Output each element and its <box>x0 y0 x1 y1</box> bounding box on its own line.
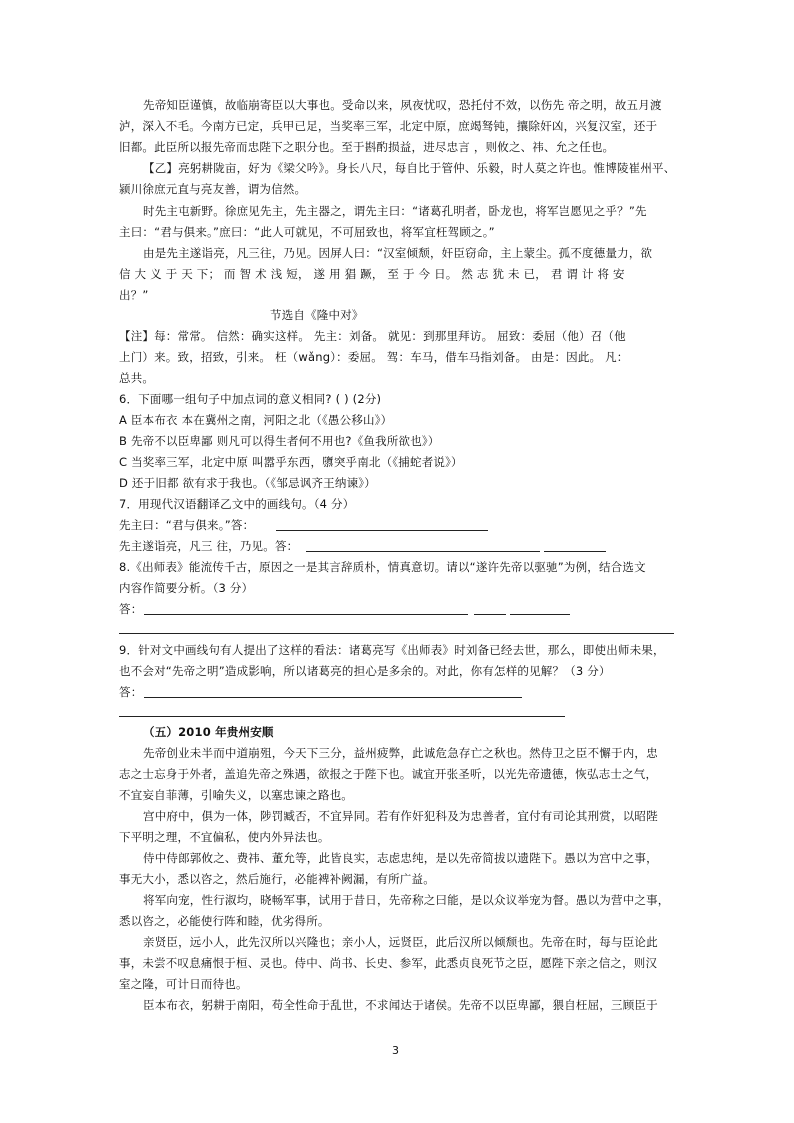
text-line: 下平明之理，不宜偏私，使内外异法也。 <box>119 830 330 844</box>
text-line: 室之隆，可计日而待也。 <box>119 977 248 991</box>
answer-line <box>119 633 674 634</box>
source-caption: 节选自《隆中对》 <box>270 308 364 322</box>
page-number: 3 <box>392 1044 399 1057</box>
question-9: 9．针对文中画线句有人提出了这样的看法：诸葛亮写《出师表》时刘备已经去世，那么，即使出师未果， <box>119 643 665 657</box>
text-line: 不宜妄自菲薄，引喻失义，以塞忠谏之路也。 <box>119 788 353 802</box>
text-line: 【乙】亮躬耕陇亩，好为《梁父吟》。身长八尺，每自比于管仲、乐毅，时人莫之许也。惟博陵崔州平、 <box>143 161 676 175</box>
text-line: 泸，深入不毛。今南方已定，兵甲已足，当奖率三军，北定中原，庶竭驽钝，攘除奸凶，兴复汉室，还于 <box>119 119 658 133</box>
answer-line <box>144 697 522 698</box>
text-line: 臣本布衣，躬耕于南阳，苟全性命于乱世，不求闻达于诸侯。先帝不以臣卑鄙，猥自枉屈，三顾臣于 <box>143 998 658 1012</box>
text-line: 由是先主遂诣亮，凡三往，乃见。因屏人曰：“汉室倾颓，奸臣窃命，主上蒙尘。孤不度德量力，欲 <box>143 246 653 260</box>
question-8: 8.《出师表》能流传千古，原因之一是其言辞质朴，情真意切。请以“遂许先帝以驱驰”为例，结合选文 <box>119 560 646 574</box>
text-line: 出？” <box>119 288 149 302</box>
text-line: 旧都。此臣所以报先帝而忠陛下之职分也。至于斟酌损益，进尽忠言 ，则攸之、祎、允之任也。 <box>119 140 615 154</box>
text-line: 主曰：“君与俱来。”庶曰：“此人可就见，不可屈致也，将军宜枉驾顾之。” <box>119 225 495 239</box>
text-line: 将军向宠，性行淑均，晓畅军事，试用于昔日，先帝称之曰能，是以众议举宠为督。愚以为营中之事， <box>143 893 670 907</box>
text-line: 先帝知臣谨慎，故临崩寄臣以大事也。受命以来，夙夜忧叹，恐托付不效，以伤先 帝之明，故五月渡 <box>143 98 662 112</box>
question-6: 6．下面哪一组句子中加点词的意义相同? ( ) (2分) <box>119 392 382 406</box>
answer-line <box>474 614 506 615</box>
answer-line <box>510 614 570 615</box>
option-d: D 还于旧都 欲有求于我也。（《邹忌讽齐王纳谏》） <box>119 476 376 490</box>
q7-prompt-1: 先主曰：“君与俱来。”答： <box>119 518 255 532</box>
text-line: 悉以咨之，必能使行阵和睦，优劣得所。 <box>119 914 330 928</box>
text-line: 事无大小，悉以咨之，然后施行，必能裨补阙漏，有所广益。 <box>119 872 435 886</box>
answer-line <box>276 530 488 531</box>
note-line: 【注】每：常常。 信然：确实这样。 先主：刘备。 就见：到那里拜访。 屈致：委屈（他）召（他 <box>119 329 626 343</box>
section-heading: （五）2010 年贵州安顺 <box>143 725 274 739</box>
question-7: 7．用现代汉语翻译乙文中的画线句。（4 分） <box>119 497 355 511</box>
answer-line <box>144 614 468 615</box>
text-line: 侍中侍郎郭攸之、费祎、董允等，此皆良实，志虑忠纯，是以先帝简拔以遗陛下。愚以为宫中之事， <box>143 851 658 865</box>
q7-prompt-2: 先主遂诣亮，凡三 往，乃见。答： <box>119 539 299 553</box>
answer-line <box>544 551 606 552</box>
text-line: 信 大 义 于 天 下； 而 智 术 浅 短， 遂 用 猖 蹶， 至 于 今 日。 然 志 犹 未 已， 君 谓 计 将 安 <box>119 267 625 281</box>
answer-label: 答： <box>119 602 143 616</box>
option-c: C 当奖率三军，北定中原 叫嚣乎东西，隳突乎南北（《捕蛇者说》） <box>119 455 463 469</box>
question-9-cont: 也不会对“先帝之明”造成影响，所以诸葛亮的担心是多余的。对此，你有怎样的见解？（3 分） <box>119 664 611 678</box>
answer-line <box>306 551 540 552</box>
text-line: 事，未尝不叹息痛恨于桓、灵也。侍中、尚书、长史、参军，此悉贞良死节之臣，愿陛下亲之信之，则汉 <box>119 956 658 970</box>
answer-label: 答： <box>119 685 143 699</box>
note-line: 上门）来。致，招致，引来。 枉（wǎng）：委屈。 驾：车马，借车马指刘备。 由是：因此。 凡： <box>119 350 629 364</box>
option-b: B 先帝不以臣卑鄙 则凡可以得生者何不用也?《鱼我所欲也》） <box>119 434 440 448</box>
text-line: 宫中府中，俱为一体，陟罚臧否，不宜异同。若有作奸犯科及为忠善者，宜付有司论其刑赏，以昭陛 <box>143 809 658 823</box>
note-line: 总共。 <box>119 371 155 385</box>
text-line: 志之士忘身于外者，盖追先帝之殊遇，欲报之于陛下也。诚宜开张圣听，以光先帝遗德，恢弘志士之气， <box>119 767 658 781</box>
answer-line <box>119 716 565 717</box>
text-line: 时先主屯新野。徐庶见先主，先主器之，谓先主曰：“诸葛孔明者，卧龙也，将军岂愿见之乎？”先 <box>143 204 647 218</box>
text-line: 先帝创业未半而中道崩殂，今天下三分，益州疲弊，此诚危急存亡之秋也。然侍卫之臣不懈于内，忠 <box>143 746 658 760</box>
text-line: 颍川徐庶元直与亮友善，谓为信然。 <box>119 182 307 196</box>
text-line: 亲贤臣，远小人，此先汉所以兴隆也；亲小人，远贤臣，此后汉所以倾颓也。先帝在时，每与臣论此 <box>143 935 658 949</box>
question-8-cont: 内容作简要分析。（3 分） <box>119 581 254 595</box>
option-a: A 臣本布衣 本在冀州之南，河阳之北（《愚公移山》） <box>119 413 393 427</box>
